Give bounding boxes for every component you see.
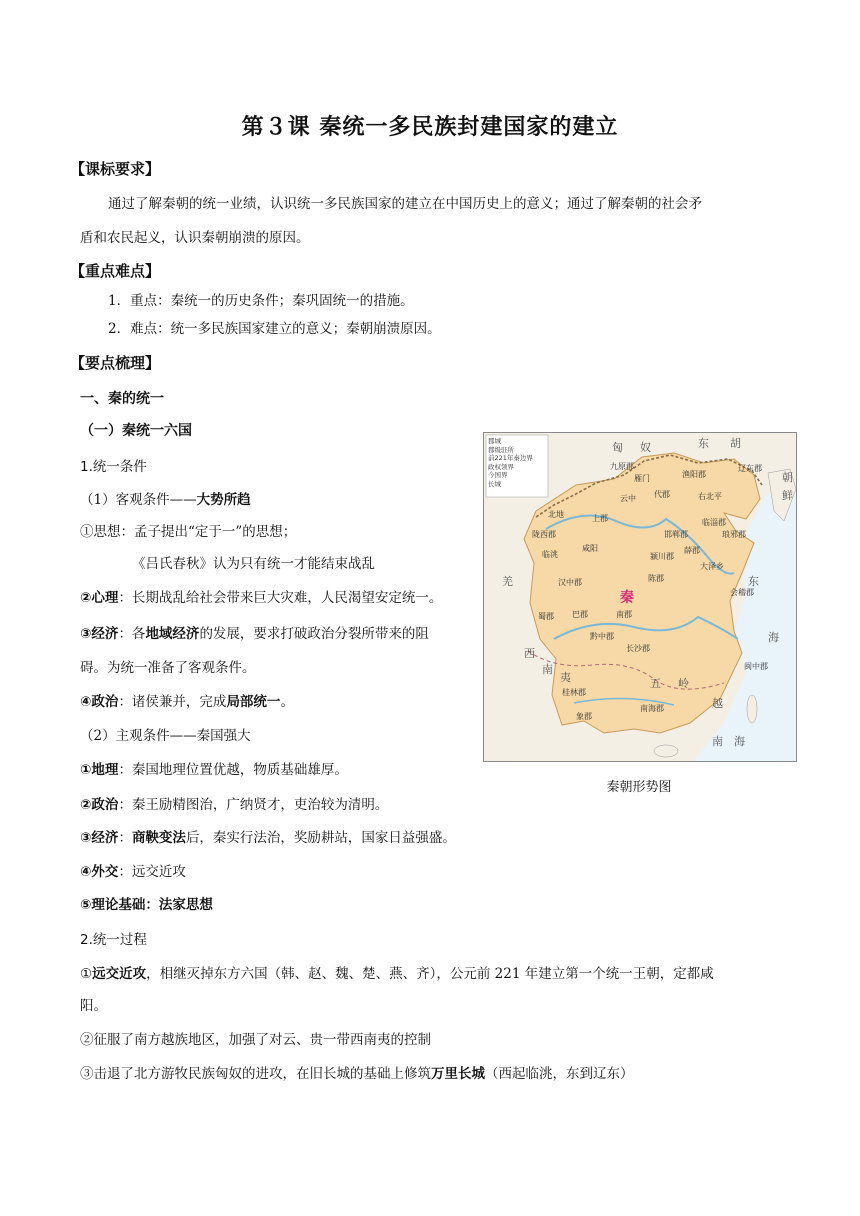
region-label: 匈 [612, 441, 623, 454]
politics2-text: ：秦王励精图治，广纳贤才，吏治较为清明。 [118, 797, 389, 813]
region-label: 朝 [782, 471, 793, 484]
process1-text: ，相继灭掉东方六国（韩、赵、魏、楚、燕、齐），公元前 221 年建立第一个统一王朝，定都咸 [146, 966, 714, 982]
commandery-label: 右北平 [698, 492, 722, 501]
commandery-label: 北地 [548, 510, 564, 519]
psychology-text: ：长期战乱给社会带来巨大灾难，人民渴望安定统一。 [118, 590, 443, 606]
commandery-label: 渔阳郡 [682, 470, 706, 479]
politics-line [80, 690, 294, 710]
region-label: 岭 [678, 677, 689, 690]
commandery-label: 邯郸郡 [664, 530, 688, 539]
commandery-label: 代郡 [654, 490, 670, 499]
psychology-line [80, 586, 442, 606]
economy-text-a: ：各 [118, 626, 146, 642]
commandery-label: 汉中郡 [558, 578, 582, 587]
commandery-label: 上郡 [592, 514, 608, 523]
objective-label: （1）客观条件—— [80, 492, 197, 508]
economy-label: ③经济 [80, 626, 119, 642]
region-label: 胡 [730, 437, 741, 450]
thought-line [80, 520, 296, 540]
economy-regional: 地域经济 [145, 626, 200, 642]
legend-item: 政权领界 [488, 462, 514, 471]
subjective-conditions: （2）主观条件——秦国强大 [80, 728, 251, 744]
legend-item: 郡城 [488, 437, 501, 445]
thought-text: ：孟子提出“定于一”的思想； [120, 524, 297, 540]
legend-item: 前221年秦边界 [488, 454, 533, 462]
legend-item: 郡级驻所 [488, 445, 514, 454]
commandery-label: 临洮 [542, 550, 558, 559]
region-label: 奴 [640, 441, 651, 454]
commandery-label: 云中 [620, 494, 636, 503]
commandery-label: 黔中郡 [590, 632, 614, 641]
region-label: 夷 [560, 671, 571, 684]
section-yaodian: 【要点梳理】 [70, 354, 161, 372]
region-label: 东 [748, 575, 759, 588]
process1-strategy: 远交近攻 [92, 966, 147, 982]
economy-line [80, 622, 429, 642]
geography-line [80, 758, 348, 778]
commandery-label: 会稽郡 [730, 588, 754, 597]
commandery-label: 南海郡 [640, 704, 664, 713]
legend-item: 长城 [488, 479, 501, 488]
objective-trend: 大势所趋 [196, 492, 251, 508]
politics-partial-unification: 局部统一 [226, 694, 281, 710]
process3-text-c: （西起临洮，东到辽东） [485, 1066, 634, 1082]
region-label: 东 [698, 437, 709, 450]
commandery-label: 蜀郡 [538, 612, 554, 621]
economy-line2: 碍。为统一准备了客观条件。 [80, 660, 256, 676]
objective-conditions [80, 488, 251, 508]
politics2-line [80, 793, 388, 813]
commandery-label: 桂林郡 [562, 688, 586, 697]
politics2-label: ②政治 [80, 797, 119, 813]
economy2-text-a: ： [118, 830, 132, 846]
region-label: 南 [712, 735, 723, 748]
politics-label: ④政治 [80, 694, 119, 710]
psychology-label: ②心理 [80, 590, 119, 606]
commandery-label: 临淄郡 [702, 518, 726, 527]
commandery-label: 闽中郡 [744, 662, 768, 671]
heading-process: 2.统一过程 [80, 932, 147, 948]
diplomacy-text: ：远交近攻 [118, 864, 186, 880]
process-item-1 [80, 962, 714, 982]
legend-item: 今国界 [488, 471, 508, 479]
diplomacy-label: ④外交 [80, 864, 119, 880]
zhongdian-item-2: 2．难点：统一多民族国家建立的意义；秦朝崩溃原因。 [108, 321, 441, 337]
economy2-text-c: 后，秦实行法治，奖励耕站，国家日益强盛。 [185, 830, 456, 846]
heading-unify-six-states: （一）秦统一六国 [80, 423, 192, 439]
capital-label: 秦 [620, 590, 634, 606]
section-kebiao: 【课标要求】 [70, 160, 161, 178]
commandery-label: 薛郡 [684, 546, 700, 555]
map-caption: 秦朝形势图 [606, 780, 672, 795]
heading-conditions: 1.统一条件 [80, 459, 147, 475]
region-label: 鲜 [782, 489, 793, 502]
commandery-label: 陈郡 [648, 574, 664, 583]
kebiao-line1: 通过了解秦朝的统一业绩，认识统一多民族国家的建立在中国历史上的意义；通过了解秦朝的社会矛 [108, 196, 702, 212]
commandery-label: 象郡 [576, 712, 592, 721]
process3-great-wall: 万里长城 [431, 1066, 485, 1082]
economy2-line [80, 826, 456, 846]
zhongdian-item-1: 1．重点：秦统一的历史条件；秦巩固统一的措施。 [108, 293, 414, 309]
geography-text: ：秦国地理位置优越，物质基础雄厚。 [118, 762, 348, 778]
theory-line: ⑤理论基础：法家思想 [80, 897, 213, 913]
commandery-label: 九原郡 [610, 462, 634, 471]
economy-text-c: 的发展，要求打破政治分裂所带来的阻 [199, 626, 429, 642]
commandery-label: 咸阳 [582, 544, 598, 553]
region-label: 南 [542, 663, 553, 676]
commandery-label: 琅邪郡 [722, 530, 746, 539]
commandery-label: 颍川郡 [650, 552, 674, 561]
commandery-label: 巴郡 [572, 610, 588, 619]
commandery-label: 南郡 [616, 610, 632, 619]
heading-qin-unification: 一、秦的统一 [80, 391, 164, 407]
region-label: 海 [768, 631, 779, 644]
region-label: 羌 [502, 575, 513, 588]
economy2-shang-yang: 商鞅变法 [131, 830, 186, 846]
commandery-label: 辽东郡 [738, 464, 762, 473]
commandery-label: 陇西郡 [532, 530, 556, 539]
process-item-2: ②征服了南方越族地区，加强了对云、贵一带西南夷的控制 [80, 1032, 431, 1048]
commandery-label: 长沙郡 [626, 644, 650, 653]
region-label: 越 [712, 697, 723, 710]
economy2-label: ③经济 [80, 830, 119, 846]
politics-text-a: ：诸侯兼并，完成 [118, 694, 227, 710]
qin-dynasty-map [483, 432, 797, 762]
region-label: 五 [650, 677, 661, 690]
kebiao-line2: 盾和农民起义，认识秦朝崩溃的原因。 [80, 230, 310, 246]
region-label: 西 [524, 647, 535, 660]
process1-num: ① [80, 966, 93, 982]
thought-label: ①思想 [80, 524, 121, 540]
geography-label: ①地理 [80, 762, 119, 778]
politics-text-c: 。 [280, 694, 294, 710]
process-item-3 [80, 1062, 634, 1082]
thought-line2: 《吕氏春秋》认为只有统一才能结束战乱 [132, 556, 375, 572]
process3-text-a: ③击退了北方游牧民族匈奴的进攻，在旧长城的基础上修筑 [80, 1066, 431, 1082]
section-zhongdian: 【重点难点】 [70, 262, 161, 280]
page-title: 第３课 秦统一多民族封建国家的建立 [241, 115, 619, 140]
map-legend [488, 437, 533, 488]
diplomacy-line [80, 860, 186, 880]
commandery-label: 雁门 [634, 474, 650, 483]
commandery-label: 大泽乡 [700, 562, 724, 571]
process-item-1-line2: 阳。 [80, 998, 107, 1014]
region-label: 海 [734, 735, 745, 748]
